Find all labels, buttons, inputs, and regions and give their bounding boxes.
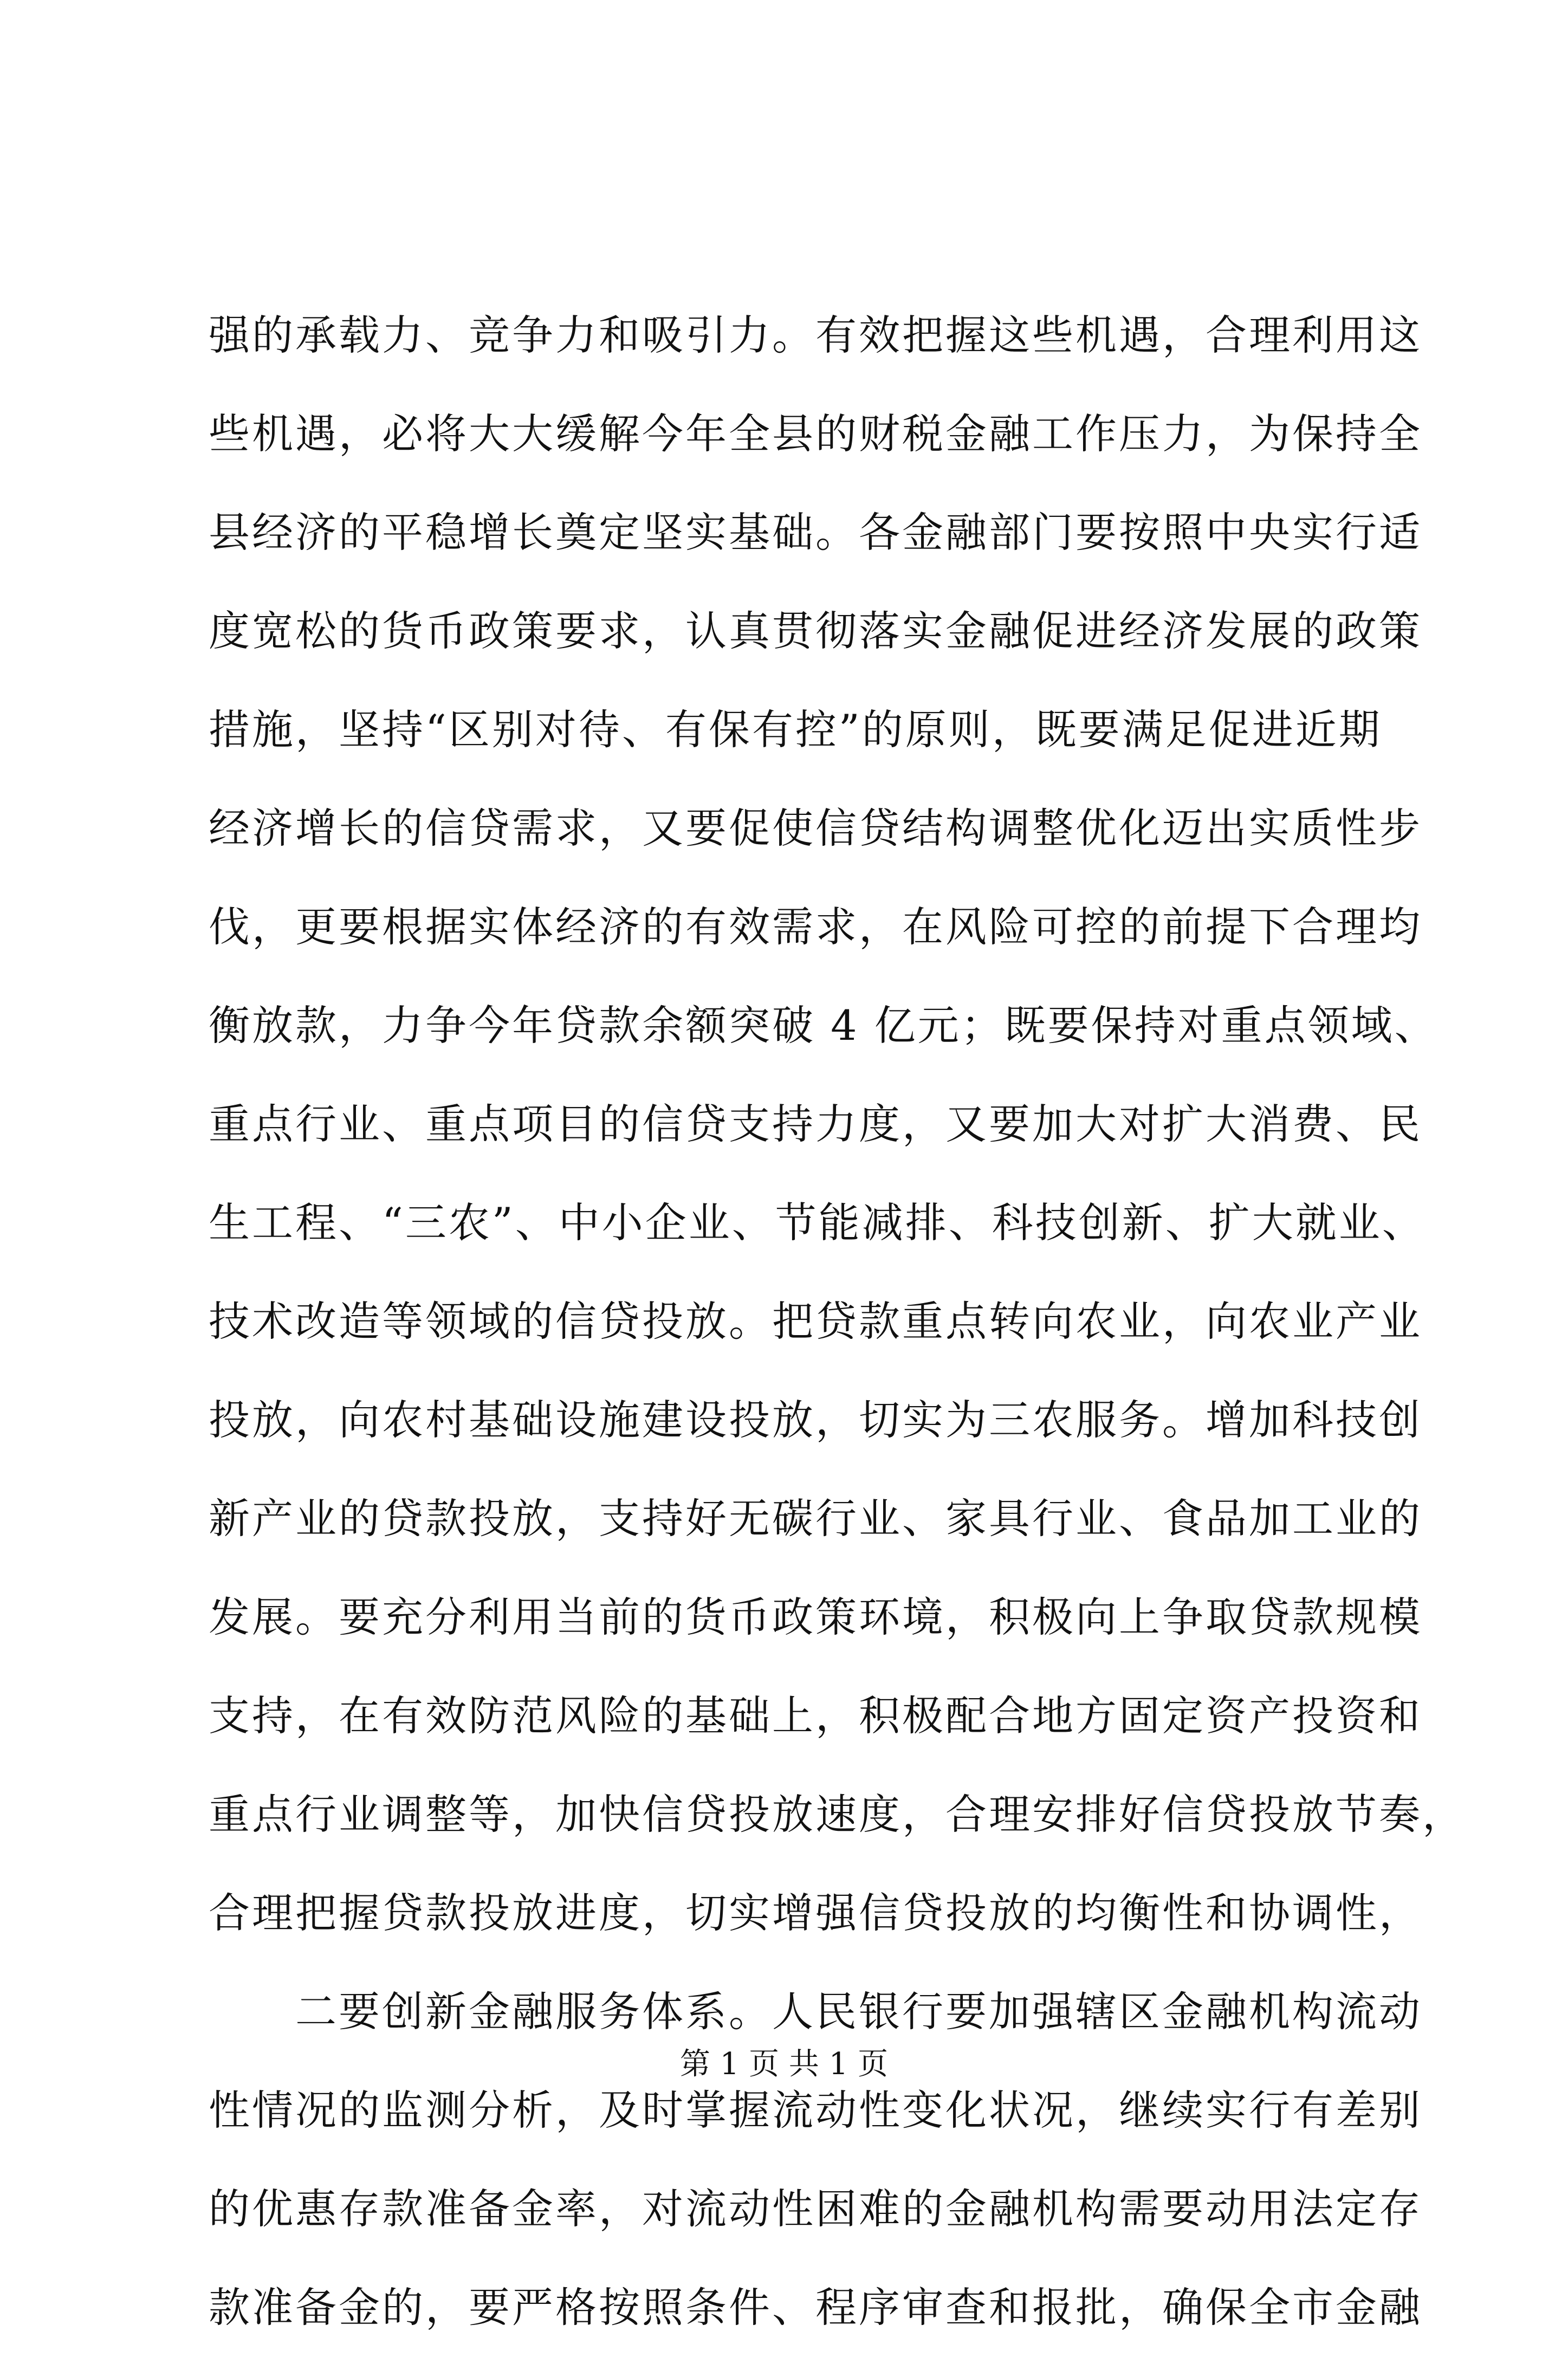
text-line: 支持，在有效防范风险的基础上，积极配合地方固定资产投资和 — [209, 1692, 1422, 1740]
text-line: 发展。要充分利用当前的货币政策环境，积极向上争取贷款规模 — [209, 1593, 1422, 1641]
text-line: 投放，向农村基础设施建设投放，切实为三农服务。增加科技创 — [209, 1396, 1422, 1444]
text-line: 衡放款，力争今年贷款余额突破 4 亿元；既要保持对重点领域、 — [209, 1001, 1438, 1050]
text-line: 经济增长的信贷需求，又要促使信贷结构调整优化迈出实质性步 — [209, 804, 1422, 852]
text-line: 性情况的监测分析，及时掌握流动性变化状况，继续实行有差别 — [209, 2086, 1422, 2134]
text-line: 重点行业、重点项目的信贷支持力度，又要加大对扩大消费、民 — [209, 1100, 1422, 1148]
text-line: 款准备金的，要严格按照条件、程序审查和报批，确保全市金融 — [209, 2283, 1422, 2332]
text-line: 县经济的平稳增长奠定坚实基础。各金融部门要按照中央实行适 — [209, 508, 1422, 556]
text-line: 度宽松的货币政策要求，认真贯彻落实金融促进经济发展的政策 — [209, 607, 1422, 655]
text-line: 些机遇，必将大大缓解今年全县的财税金融工作压力，为保持全 — [209, 410, 1422, 458]
text-line: 伐，更要根据实体经济的有效需求，在风险可控的前提下合理均 — [209, 903, 1422, 951]
text-line: 生工程、“三农”、中小企业、节能减排、科技创新、扩大就业、 — [209, 1199, 1426, 1247]
page-number-footer: 第 1 页 共 1 页 — [679, 2047, 889, 2082]
text-line: 的优惠存款准备金率，对流动性困难的金融机构需要动用法定存 — [209, 2185, 1422, 2233]
text-line: 合理把握贷款投放进度，切实增强信贷投放的均衡性和协调性， — [209, 1889, 1422, 1937]
text-line: 新产业的贷款投放，支持好无碳行业、家具行业、食品加工业的 — [209, 1494, 1422, 1543]
text-line: 重点行业调整等，加快信贷投放速度，合理安排好信贷投放节奏， — [209, 1790, 1466, 1838]
paragraph-start-line: 二要创新金融服务体系。人民银行要加强辖区金融机构流动 — [295, 1987, 1422, 2036]
text-line: 措施，坚持“区别对待、有保有控”的原则，既要满足促进近期 — [209, 705, 1382, 754]
text-line: 强的承载力、竞争力和吸引力。有效把握这些机遇，合理利用这 — [209, 311, 1422, 359]
text-line: 技术改造等领域的信贷投放。把贷款重点转向农业，向农业产业 — [209, 1297, 1422, 1345]
